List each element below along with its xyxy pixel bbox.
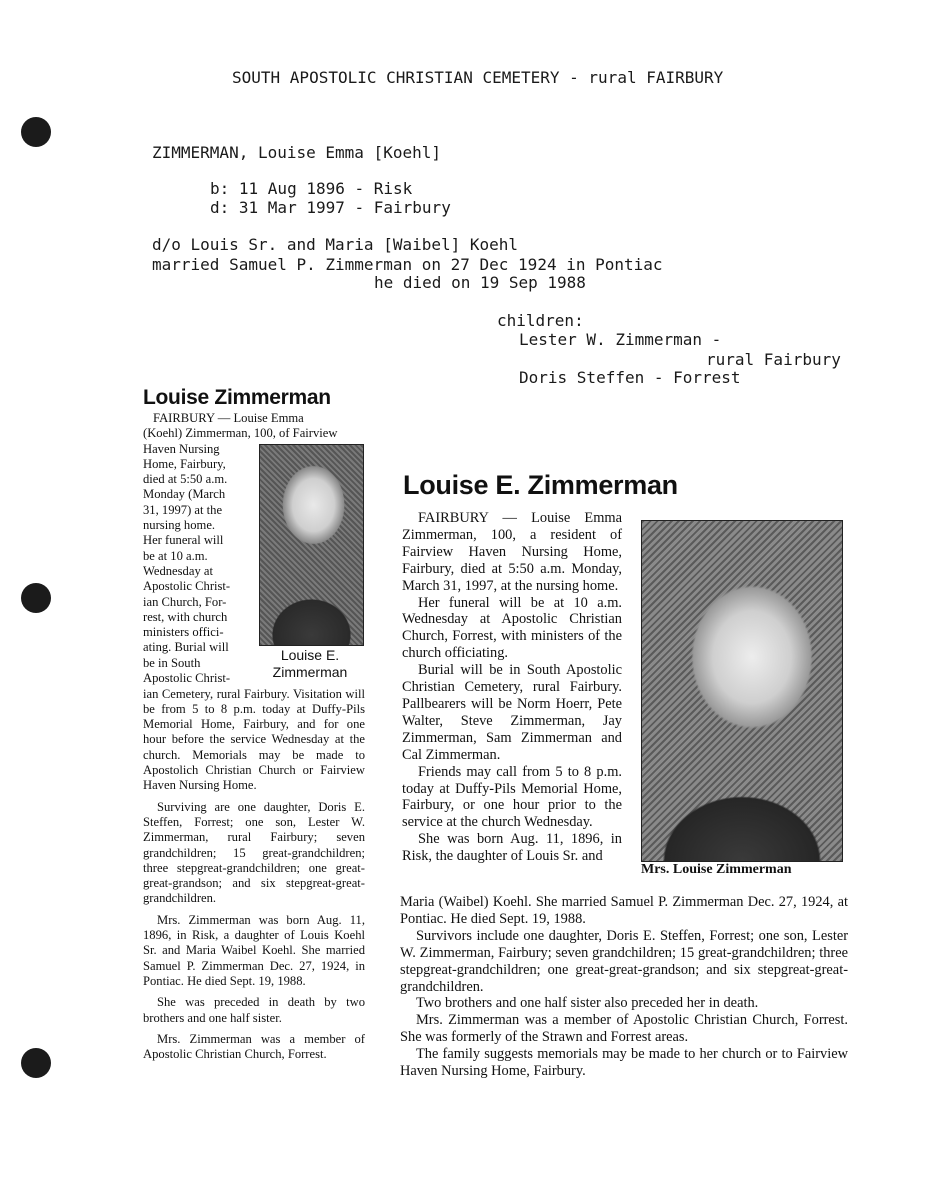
binder-hole-top xyxy=(21,117,51,147)
record-name: ZIMMERMAN, Louise Emma [Koehl] xyxy=(152,143,441,162)
child-2: Doris Steffen - Forrest xyxy=(519,368,741,387)
left-narrow-line: ministers offici- xyxy=(143,625,224,640)
right-paragraph-5b: Maria (Waibel) Koehl. She married Samuel P. Zimmerman Dec. 27, 1924, at Pontiac. He died Sept. 19, 1988. xyxy=(400,894,848,927)
parents-line: d/o Louis Sr. and Maria [Waibel] Koehl xyxy=(152,235,519,254)
left-paragraph-3: Mrs. Zimmerman was born Aug. 11, 1896, in Risk, a daughter of Louis Koehl Sr. and Maria Waibel Koehl. She married Samuel P. Zimmerman Dec. 27, 1924, in Pontiac. He died Sept. 19, 1988. xyxy=(143,912,365,988)
left-narrow-line: Haven Nursing xyxy=(143,441,220,456)
left-paragraph-1-cont: ian Cemetery, rural Fairbury. Visitation will be from 5 to 8 p.m. today at Duffy-Pils Memorial Home, Fairbury, and for one hour before the service Wednesday at the church. Memorials may be made to Apostolich Christian Church or Fairview Haven Nursing Home. xyxy=(143,686,365,793)
marriage-line: married Samuel P. Zimmerman on 27 Dec 1924 in Pontiac xyxy=(152,255,663,274)
right-paragraph-7: Two brothers and one half sister also preceded her in death. xyxy=(416,995,759,1012)
left-paragraph-2: Surviving are one daughter, Doris E. Steffen, Forrest; one son, Lester W. Zimmerman, rural Fairbury; seven grandchildren; 15 great-grandchildren; three stepgreat-grandchildren; one great-great-grandson; and six stepgreat-great-grandchildren. xyxy=(143,799,365,906)
left-narrow-line: nursing home. xyxy=(143,518,216,533)
left-narrow-line: Apostolic Christ- xyxy=(143,579,231,594)
child-1: Lester W. Zimmerman - xyxy=(519,330,722,349)
right-paragraph-6: Survivors include one daughter, Doris E. Steffen, Forrest; one son, Lester W. Zimmerman, Fairbury; seven grandchildren; 15 great-grandchildren; three stepgreat-grandchildren; one great-great-grandson; and six stepgreat-great-grandchildren. xyxy=(400,927,848,995)
left-narrow-line: ian Church, For- xyxy=(143,594,227,609)
left-narrow-line: Wednesday at xyxy=(143,563,213,578)
right-portrait-photo xyxy=(641,520,843,862)
left-narrow-line: died at 5:50 a.m. xyxy=(143,472,228,487)
birth-line: b: 11 Aug 1896 - Risk xyxy=(210,179,413,198)
left-narrow-line: Home, Fairbury, xyxy=(143,456,226,471)
left-paragraph-4: She was preceded in death by two brothers and one half sister. xyxy=(143,995,365,1025)
right-body-wide xyxy=(400,894,848,1080)
right-paragraph-3: Burial will be in South Apostolic Christian Cemetery, rural Fairbury. Pallbearers will be Norm Hoerr, Pete Walter, Steve Zimmerman, Jay Zimmerman, Sam Zimmerman and Cal Zimmerman. xyxy=(402,662,622,763)
left-obituary-clipping xyxy=(143,386,365,1062)
child-1-place: rural Fairbury xyxy=(706,350,841,369)
left-narrow-column xyxy=(143,442,251,687)
left-narrow-line: Monday (March xyxy=(143,487,226,502)
children-label: children: xyxy=(497,311,584,330)
right-headline: Louise E. Zimmerman xyxy=(403,470,678,500)
left-narrow-line: be in South xyxy=(143,655,201,670)
left-headline: Louise Zimmerman xyxy=(143,386,331,409)
left-narrow-line: ating. Burial will xyxy=(143,640,229,655)
right-paragraph-5a: She was born Aug. 11, 1896, in Risk, the daughter of Louis Sr. and xyxy=(402,831,622,865)
left-photo-caption xyxy=(255,647,365,681)
right-paragraph-8: Mrs. Zimmerman was a member of Apostolic Christian Church, Forrest. She was formerly of the Strawn and Forrest areas. xyxy=(400,1012,848,1046)
left-narrow-line: 31, 1997) at the xyxy=(143,502,223,517)
left-line-1: FAIRBURY — Louise Emma xyxy=(153,411,304,425)
right-paragraph-4: Friends may call from 5 to 8 p.m. today at Duffy-Pils Memorial Home, Fairbury, or one hour prior to the service at the church Wednesday. xyxy=(402,763,622,831)
right-photo-caption: Mrs. Louise Zimmerman xyxy=(641,862,792,877)
death-line: d: 31 Mar 1997 - Fairbury xyxy=(210,198,451,217)
right-paragraph-1: FAIRBURY — Louise Emma Zimmerman, 100, a resident of Fairview Haven Nursing Home, Fairbury, died at 5:50 a.m. Monday, March 31, 1997, at the nursing home. xyxy=(402,510,622,594)
left-narrow-line: Her funeral will xyxy=(143,533,224,548)
left-paragraph-5: Mrs. Zimmerman was a member of Apostolic Christian Church, Forrest. xyxy=(143,1031,365,1062)
left-line-2: (Koehl) Zimmerman, 100, of Fairview xyxy=(143,426,338,441)
left-narrow-line: be at 10 a.m. xyxy=(143,548,208,563)
left-caption-line-2: Zimmerman xyxy=(272,663,348,680)
right-paragraph-2: Her funeral will be at 10 a.m. Wednesday at Apostolic Christian Church, Forrest, with ministers of the church officiating. xyxy=(402,594,622,662)
right-paragraph-9: The family suggests memorials may be made to her church or to Fairview Haven Nursing Home, Fairbury. xyxy=(400,1046,848,1080)
cemetery-title: SOUTH APOSTOLIC CHRISTIAN CEMETERY - rural FAIRBURY xyxy=(232,68,724,87)
left-portrait-photo xyxy=(259,444,364,646)
spouse-death-line: he died on 19 Sep 1988 xyxy=(374,273,586,292)
left-caption-line-1: Louise E. xyxy=(280,646,340,663)
binder-hole-bottom xyxy=(21,1048,51,1078)
binder-hole-middle xyxy=(21,583,51,613)
right-body-narrow xyxy=(402,510,622,865)
left-body xyxy=(143,411,365,1062)
left-narrow-line: rest, with church xyxy=(143,609,228,624)
left-narrow-line: Apostolic Christ- xyxy=(143,671,231,686)
